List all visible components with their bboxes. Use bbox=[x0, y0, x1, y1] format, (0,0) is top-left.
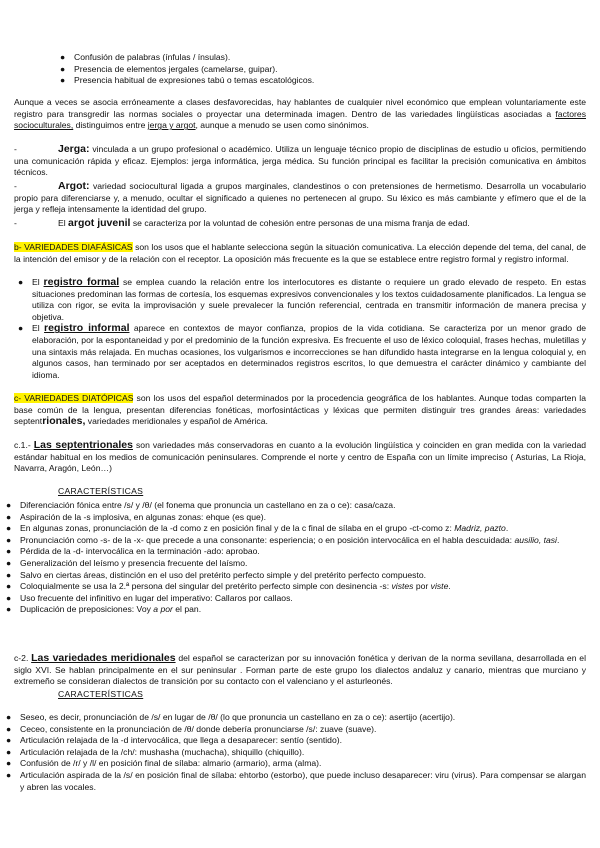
list-item: ● Salvo en ciertas áreas, distinción en el uso del pretérito perfecto simple y del pretérito perfecto compuesto. bbox=[6, 569, 427, 580]
list-item: ● Confusión de palabras (ínfulas / ínsulas). bbox=[60, 52, 231, 62]
list-item: ● Aspiración de la -s implosiva, en algunas zonas: ehque (es que). bbox=[6, 511, 267, 522]
paragraph-argot: - Argot: variedad sociocultural ligada a grupos marginales, clandestinos o con pretensiones de hermetismo. Desarrolla un vocabulario propio para diferenciarse y, a menudo, ocultar el significado a quienes no pertenecen al grupo. Su léxico es más cambiante y efímero que el de la jerga y refleja intensamente la identidad del grupo. bbox=[14, 180, 586, 215]
list-item: ● El registro formal se emplea cuando la relación entre los interlocutores es distante o requiere un grado elevado de respeto. En estas situaciones predominan las formas de cortesía, los esquemas expresivos convencionales y los textos cuidadosamente planificados. La lengua se utiliza con rigor, se evita la improvisación y suele prevalecer la función referencial, centrada en transmitir información de manera precisa y objetiva. bbox=[18, 276, 586, 322]
section-diatopicas: c- VARIEDADES DIATÓPICAS son los usos del español determinados por la procedencia geográfica de los hablantes. Aunque todas comparten la base común de la lengua, presentan diferencias fonéticas, morfosintácticas y léxicas que permiten distinguir tres grandes áreas: variedades septentrionales, variedades meridionales y español de América. bbox=[14, 393, 586, 428]
list-item: ● Seseo, es decir, pronunciación de /s/ en lugar de /θ/ (lo que pronuncia un castellano en za o ce): asertijo (acertijo). bbox=[6, 712, 456, 722]
list-item: ● Articulación relajada de la -d intervocálica, que llega a desaparecer: sentío (sentido). bbox=[6, 735, 342, 746]
septentrionales-list bbox=[6, 500, 586, 616]
registros-list bbox=[18, 277, 586, 381]
list-item: ● Confusión de /r/ y /l/ en posición final de sílaba: almario (armario), arma (alma). bbox=[6, 758, 322, 769]
section-meridionales: c-2. Las variedades meridionales del español se caracterizan por su innovación fonética y derivan de la norma sevillana, desarrollada en el siglo XVI. Se hablan principalmente en el sur peninsular . Forman parte de este grupo los dialectos andaluz y canario, mientras que murciano y extremeño se consideran dialectos de transición por su contacto con el valenciano y el asturleonés. CARACTERÍSTICAS bbox=[14, 652, 586, 699]
list-item: ● Pronunciación como -s- de la -x- que precede a una consonante: esperiencia; o en posición intervocálica en el habla descuidada: ausilio, tasi. bbox=[6, 534, 560, 545]
list-item: ● Generalización del leísmo y presencia frecuente del laísmo. bbox=[6, 557, 248, 568]
list-item: ● Articulación relajada de la /ch/: mushasha (muchacha), shiquillo (chiquillo). bbox=[6, 746, 305, 757]
list-item: ● Presencia de elementos jergales (camelarse, guipar). bbox=[60, 63, 278, 74]
list-item: ● Duplicación de preposiciones: Voy a por el pan. bbox=[6, 604, 202, 615]
list-item: ● Presencia habitual de expresiones tabú o temas escatológicos. bbox=[60, 75, 315, 86]
paragraph-argot-juvenil: - El argot juvenil se caracteriza por la voluntad de cohesión entre personas de una misma franja de edad. bbox=[14, 217, 470, 229]
paragraph-jerga: - Jerga: vinculada a un grupo profesional o académico. Utiliza un lenguaje técnico propio de disciplinas de estudio u oficios, permitiendo una comunicación rápida y eficaz. Ejemplos: jerga informática, jerga médica. Su función principal es facilitar la precisión comunicativa en ámbitos técnicos. bbox=[14, 143, 586, 178]
heading-diafasicas: b- VARIEDADES DIAFÁSICAS bbox=[14, 242, 133, 252]
meridionales-list bbox=[6, 712, 586, 793]
paragraph-sociocultural: Aunque a veces se asocia erróneamente a clases desfavorecidas, hay hablantes de cualquier nivel económico que emplean voluntariamente este registro para transgredir las normas sociales o proyectar una determinada imagen. Dentro de las variedades lingüísticas asociadas a factores socioculturales, distinguimos entre jerga y argot, aunque a menudo se usen como sinónimos. bbox=[14, 97, 586, 131]
list-item: ● Ceceo, consistente en la pronunciación de /θ/ donde debería pronunciarse /s/: zuave (suave). bbox=[6, 723, 377, 734]
list-item: ● En algunas zonas, pronunciación de la -d como z en posición final y de la c final de sílaba en el grupo -ct-como z: Madriz, pazto. bbox=[6, 523, 509, 534]
caracteristicas-heading: CARACTERÍSTICAS bbox=[58, 688, 144, 699]
list-item: ● Diferenciación fónica entre /s/ y /θ/ (el fonema que pronuncia un castellano en za o ce): casa/caza. bbox=[6, 500, 396, 510]
list-item: ● El registro informal aparece en contextos de mayor confianza, propios de la vida cotidiana. Se caracteriza por un menor grado de elaboración, por la espontaneidad y por el predominio de la función expresiva. Es frecuente el uso de léxico coloquial, frases hechas, muletillas y una sintaxis más relajada. En muchas ocasiones, los vulgarismos e incorrecciones se han difundido hasta integrarse en la lengua coloquial y, en algunos casos, han terminado por ser aceptados en determinados registros escritos, lo que demuestra el carácter dinámico y cambiante del idioma. bbox=[18, 322, 587, 380]
list-item: ● Articulación aspirada de la /s/ en posición final de sílaba: ehtorbo (estorbo), que puede incluso desaparecer: viru (virus). Para compensar se alargan y abren las vocales. bbox=[6, 769, 586, 792]
caracteristicas-heading: CARACTERÍSTICAS bbox=[58, 485, 144, 496]
list-item: ● Coloquialmente se usa la 2.ª persona del singular del pretérito perfecto simple con desinencia -s: vistes por viste. bbox=[6, 581, 451, 592]
heading-diatopicas: c- VARIEDADES DIATÓPICAS bbox=[14, 393, 134, 403]
list-item: ● Uso frecuente del infinitivo en lugar del imperativo: Callaros por callaos. bbox=[6, 592, 293, 603]
section-septentrionales: c.1.- Las septentrionales son variedades más conservadoras en cuanto a la evolución lingüística y coinciden en gran medida con la variedad estándar habitual en los medios de comunicación peninsulares. Comprende el norte y centro de España con un límite impreciso ( Asturias, La Rioja, Navarra, Aragón, León…) CARACTERÍSTICAS bbox=[14, 439, 587, 496]
section-diafasicas: b- VARIEDADES DIAFÁSICAS son los usos que el hablante selecciona según la situación comunicativa. La elección depende del tema, del canal, de la intención del emisor y de la relación con el receptor. La oposición más frecuente es la que se establece entre registro formal y registro informal. bbox=[14, 242, 586, 264]
top-list bbox=[60, 52, 586, 87]
list-item: ● Pérdida de la -d- intervocálica en la terminación -ado: aprobao. bbox=[6, 546, 260, 557]
